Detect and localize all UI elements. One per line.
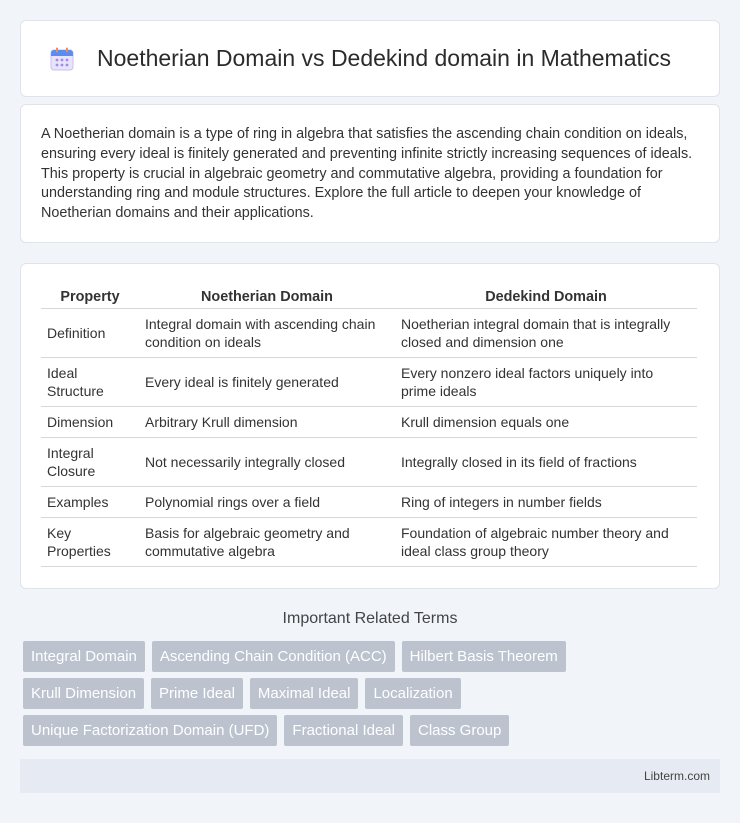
dedekind-cell: Integrally closed in its field of fractions: [395, 437, 697, 486]
property-cell: Examples: [41, 486, 139, 517]
tag-row: [23, 641, 723, 672]
tag-row: [23, 678, 723, 709]
column-header-noetherian: Noetherian Domain: [139, 284, 395, 308]
dedekind-cell: Every nonzero ideal factors uniquely into prime ideals: [395, 357, 697, 406]
tag-row: [23, 715, 723, 746]
noetherian-cell: Not necessarily integrally closed: [139, 437, 395, 486]
dedekind-cell: Ring of integers in number fields: [395, 486, 697, 517]
property-cell: Key Properties: [41, 517, 139, 566]
tag-integral-domain[interactable]: Integral Domain: [23, 641, 145, 672]
intro-card: [20, 104, 720, 243]
header-card: [20, 20, 720, 97]
column-header-property: Property: [41, 284, 139, 308]
property-cell: Definition: [41, 308, 139, 357]
related-terms-list: [23, 641, 723, 752]
property-cell: Ideal Structure: [41, 357, 139, 406]
noetherian-cell: Arbitrary Krull dimension: [139, 406, 395, 437]
related-terms-heading: Important Related Terms: [282, 610, 458, 627]
tag-maximal-ideal[interactable]: Maximal Ideal: [250, 678, 359, 709]
footer: [20, 759, 720, 793]
tag-class-group[interactable]: Class Group: [410, 715, 509, 746]
tag-fractional-ideal[interactable]: Fractional Ideal: [284, 715, 403, 746]
table-header-row: [41, 284, 697, 308]
property-cell: Integral Closure: [41, 437, 139, 486]
table-row: [41, 406, 697, 437]
tag-localization[interactable]: Localization: [365, 678, 460, 709]
tag-krull-dimension[interactable]: Krull Dimension: [23, 678, 144, 709]
calendar-icon: [49, 46, 75, 72]
tag-ascending-chain-condition[interactable]: Ascending Chain Condition (ACC): [152, 641, 395, 672]
comparison-table: [41, 284, 697, 567]
table-row: [41, 486, 697, 517]
footer-site-name[interactable]: Libterm.com: [643, 769, 710, 783]
dedekind-cell: Noetherian integral domain that is integrally closed and dimension one: [395, 308, 697, 357]
table-row: [41, 308, 697, 357]
table-row: [41, 357, 697, 406]
noetherian-cell: Basis for algebraic geometry and commutative algebra: [139, 517, 395, 566]
intro-paragraph: A Noetherian domain is a type of ring in algebra that satisfies the ascending chain condition on ideals, ensuring every ideal is finitely generated and preventing infinite strictly increasing sequences of ideals. This property is crucial in algebraic geometry and commutative algebra, providing a foundation for understanding ring and module structures. Explore the full article to deepen your knowledge of Noetherian domains and their applications.: [41, 126, 693, 222]
dedekind-cell: Foundation of algebraic number theory and ideal class group theory: [395, 517, 697, 566]
column-header-dedekind: Dedekind Domain: [395, 284, 697, 308]
table-row: [41, 517, 697, 566]
table-row: [41, 437, 697, 486]
tag-unique-factorization-domain[interactable]: Unique Factorization Domain (UFD): [23, 715, 277, 746]
dedekind-cell: Krull dimension equals one: [395, 406, 697, 437]
noetherian-cell: Every ideal is finitely generated: [139, 357, 395, 406]
noetherian-cell: Integral domain with ascending chain condition on ideals: [139, 308, 395, 357]
tag-prime-ideal[interactable]: Prime Ideal: [151, 678, 243, 709]
tag-hilbert-basis-theorem[interactable]: Hilbert Basis Theorem: [402, 641, 566, 672]
comparison-card: [20, 263, 720, 589]
page-title: Noetherian Domain vs Dedekind domain in Mathematics: [97, 45, 672, 71]
noetherian-cell: Polynomial rings over a field: [139, 486, 395, 517]
property-cell: Dimension: [41, 406, 139, 437]
